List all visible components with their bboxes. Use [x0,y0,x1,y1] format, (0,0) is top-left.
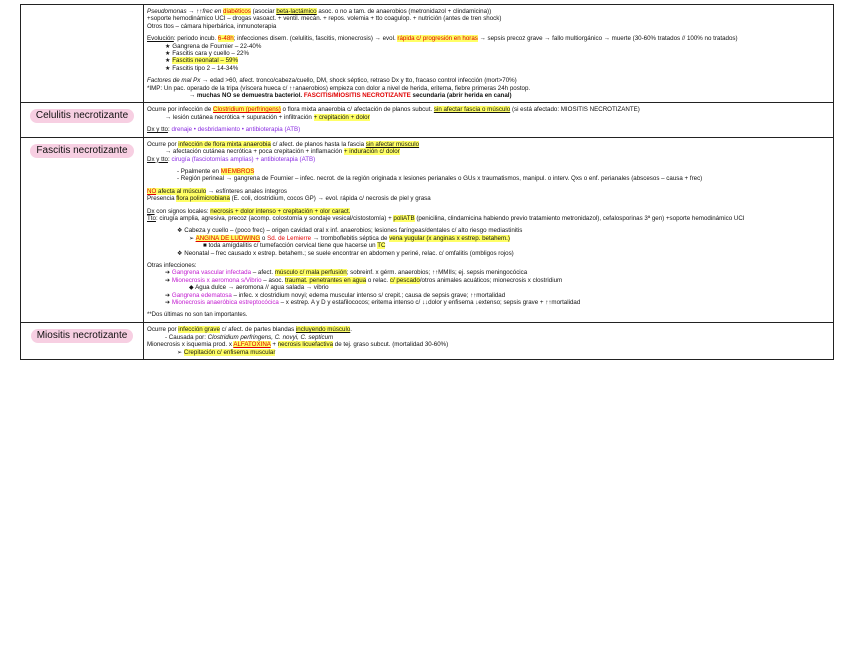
note-text: (si está afectado: MIOSITIS NECROTIZANTE) [510,106,640,114]
note-text: ANGINA DE LUDWING [195,234,261,242]
note-text: vena yugular (x anginas x estrep. betahem.) [389,234,510,242]
note-text: /otros animales acuáticos; mionecrosis x clostridium [419,276,563,284]
note-line [147,262,829,269]
note-text: asoc. o no a tam. de anaerobios (metronidazol + clindamicina)) [316,8,492,15]
row-content-cell [144,323,834,360]
note-line [147,8,829,15]
note-text: Mionecrosis x aeromona s/Vibrio [171,276,262,284]
note-text: – afect. [251,269,275,277]
note-text: ■ toda amígdalitis c/ tumefacción cervical tiene que hacerse un [203,242,378,250]
note-text: ; sobreinf. x gérm. anaerobios; ↑↑MMIIs; ej. sepsis meningocócica [346,269,528,277]
note-text: (asociar [250,8,277,15]
note-line [147,250,829,257]
note-text: Otras infecciones: [147,261,197,269]
note-text: Gangrena edematosa [171,291,232,299]
note-text: flora polimicrobiana [176,195,230,203]
note-text: + crepitación + dolor [313,113,370,121]
note-line [147,141,829,148]
note-text: Dx y tto [147,126,168,134]
row-content-cell [144,5,834,103]
note-text: c/ afect. de planos hasta la fascia [270,140,366,148]
note-text: infección grave [178,326,220,334]
note-text: Ocurre por [147,326,179,334]
note-text: beta-lactámico [276,8,317,15]
note-line [147,50,829,57]
note-text: : [167,126,172,134]
note-text: necrosis licuefactiva [277,341,334,349]
row-content-cell [144,103,834,137]
note-line [147,35,829,42]
note-text: : periodo incub. [173,35,218,43]
note-text: c/ afect. de partes blandas [219,326,296,334]
note-line [147,349,829,356]
note-text: o flora mixta anaerobia c/ afectación de planos subcut. [280,106,434,114]
note-line [147,292,829,299]
note-line [147,326,829,333]
note-text: diabéticos [223,8,251,15]
note-text: infección de [178,106,214,114]
note-text: → lesión cutánea necrótica + supuración + infiltración [165,113,314,121]
note-text: drenaje • desbridamiento • antibioterapia (ATB) [171,126,301,134]
note-text: ★ Gangrena de Fournier – 22-40% [165,42,262,50]
note-text: poliATB [393,214,415,222]
note-text: de tej. graso subcut. (mortalidad 30-60%) [333,341,449,349]
note-text: ➢ [189,234,196,242]
note-text: Clostridium (perfringens) [213,106,281,114]
row-label-cell [21,323,144,360]
note-line [147,277,829,284]
note-text: → esfínteres anales íntegros [206,187,287,195]
table-row [21,137,834,323]
note-text: Clostridium perfringens, C. novyi, C. septicum [207,333,334,341]
note-line [147,175,829,182]
note-text: ★ Fascitis tipo 2 – 14-34% [165,64,239,72]
note-line [147,299,829,306]
note-text: ➔ [165,276,172,284]
note-line [147,106,829,113]
note-text: → tromboflebitis séptica de [311,234,390,242]
note-line [147,242,829,249]
note-text: c/ pescado [389,276,420,284]
note-text: Dx [147,207,155,215]
table-row [21,5,834,103]
note-text: (penicilina, clindamicina habiendo previo tratamiento metronidazol), cefalosporinas 3ª gen) +soporte hemodinámico UCI [414,214,745,222]
note-line [147,156,829,163]
note-text: → sepsis precoz grave → fallo multiorgánico → muerte (30-60% tratados // 100% no tratados) [477,35,738,43]
note-line [147,208,829,215]
note-text: Dx y tto [147,155,168,163]
table-row [21,103,834,137]
note-line [147,311,829,319]
note-text: : [167,155,172,163]
note-text: Mionecrosis anaeróbica estreptocócica [171,299,279,306]
note-text: – infec. x clostridium novyi; edema muscular intenso s/ crepit.; causa de sepsis grave; ↑↑mortalidad [231,291,506,299]
notes-table [20,4,834,360]
note-line [147,235,829,242]
note-line [147,215,829,222]
note-text: → edad >60, afect. tronco/cabeza/cuello, DM, shock séptico, retraso Dx y tto, fracaso control infección (mort>70%) [200,77,517,85]
note-text: Ocurre por [147,106,179,114]
note-text: Mionecrosis x isquemia prod. x [147,341,234,349]
note-text: o relac. [366,276,390,284]
note-text: incluyendo músculo [295,326,351,334]
note-text: ➔ [165,299,172,306]
note-text: Tto [147,214,156,222]
note-line [147,188,829,195]
note-text: FASCITIS/MIOSITIS NECROTIZANTE [303,92,411,100]
note-text: Otros ttos – cámara hiperbárica, inmunoterapia [147,22,277,30]
note-text: ★ Fascitis cara y cuello – 22% [165,50,249,58]
note-text: . [350,326,353,334]
note-text: sin afectar fascia o músculo [433,106,511,114]
table-row [21,323,834,360]
note-text: (E. coli, clostridium, cocos GP) → evol. rápida c/ necrosis de piel y grasa [229,195,431,203]
note-line [147,284,829,291]
note-line [147,85,829,92]
note-text: Pseudomonas → ↑↑frec en [147,8,224,15]
note-text: ; infecciones disem. (celulitis, fascitis, mionecrosis) → evol. [233,35,398,43]
note-text: o [260,234,268,242]
section-label: Fascitis necrotizante [30,144,133,158]
note-text: cirugía (fasciotomías amplias) + antibioterapia (ATB) [171,155,316,163]
note-text: ❖ Neonatal – frec causado x estrep. betahem.; se suele encontrar en abdomen y periné, relac. c/ omfalitis (ombligos rojos) [177,249,514,257]
note-text: Presencia [147,195,177,203]
note-text: afecta al músculo [156,187,207,195]
note-line [147,43,829,50]
note-text: +soporte hemodinámico UCI – drogas vasoact. + ventil. mecán. + repos. volemia + tto coagulop. + nutrición (antes de tren shock) [147,15,502,23]
note-text: Sd. de Lemierre [267,234,312,242]
note-text: – asoc. [261,276,285,284]
note-text: ◆ Agua dulce → aeromona // agua salada → vibrio [189,284,329,292]
note-text: NO [147,187,157,195]
note-text: Crepitación c/ enfisema muscular [183,348,276,356]
note-text: → afectación cutánea necrótica + poca crepitación + inflamación [165,148,344,156]
note-line [147,92,829,99]
note-text: : cirugía amplia, agresiva, precoz (acomp. colostomía y sondaje vesical/cistostomía) + [155,214,394,222]
note-line [147,227,829,234]
note-line [147,269,829,276]
note-text: + induración c/ dolor [343,148,400,156]
note-text: - Causada por: [165,333,208,341]
note-text: rápida c/ progresión en horas [397,35,478,43]
note-text: + [270,341,278,349]
note-line [147,334,829,341]
note-text: necrosis + dolor intenso + crepitación + olor caract. [210,207,351,215]
note-text: **Dos últimas no son tan importantes. [147,312,248,319]
note-line [147,77,829,84]
note-text: traumat. penetrantes en agua [284,276,367,284]
note-line [147,65,829,72]
note-text: ➢ [177,348,184,356]
note-text: - Ppalmente en [177,167,221,175]
note-text: TC [377,242,386,250]
note-line [147,15,829,22]
note-text: sin afectar músculo [365,140,420,148]
note-text: 6-48h [217,35,234,43]
note-line [147,126,829,133]
note-text: ➔ [165,269,172,277]
note-text: Ocurre por [147,140,179,148]
note-line [147,57,829,64]
note-text: → muchas NO se demuestra bacteriol. [189,92,304,100]
row-label-cell [21,137,144,323]
note-text: secundaria (abrir herida en canal) [410,92,512,100]
note-line [147,148,829,155]
note-text: músculo c/ mala perfusión [274,269,347,277]
row-label-cell [21,5,144,103]
note-line [147,341,829,348]
notes-sheet [20,4,834,360]
note-text: infección de flora mixta anaerobia [178,140,271,148]
note-text: con signos locales: [154,207,211,215]
row-label-cell [21,103,144,137]
note-line [147,195,829,202]
note-line [147,114,829,121]
note-text: ❖ Cabeza y cuello – (poco frec) – origen cavidad oral x inf. anaerobios; lesiones faríngeas/dentales c/ alto riesgo mediastinitis [177,227,523,235]
note-text: ★ [165,57,173,65]
note-text: Gangrena vascular infectada [171,269,252,277]
note-text: - Región perineal → gangrena de Fournier – infec. necrot. de la región originada x lesiones perianales o GUs x traumatismos, manipul. o interv. Qxs o enf. perianales (abscesos – causa + frec) [177,175,703,183]
note-text: ➔ [165,291,172,299]
note-text: Factores de mal Px [147,77,201,85]
note-text: – x estrep. A y D y estafilococos; eritema intenso c/ ↓↓dolor y enfisema ↓extenso; sepsis grave + ↑↑mortalidad [278,299,581,306]
note-line [147,23,829,30]
note-line [147,168,829,175]
section-label: Miositis necrotizante [31,329,134,343]
note-text: Fascitis neonatal – 59% [172,57,238,65]
row-content-cell [144,137,834,323]
note-text: ALFATOXINA [233,341,271,349]
section-label: Celulitis necrotizante [30,109,134,123]
note-text: MIEMBROS [220,167,255,175]
note-text: *IMP: Un pac. operado de la tripa (víscera hueca c/ ↑↑anaerobios) empieza con dolor a nivel de herida, eritema, fiebre primeras 24h postop. [147,84,531,92]
note-text: Evolución [147,35,174,43]
